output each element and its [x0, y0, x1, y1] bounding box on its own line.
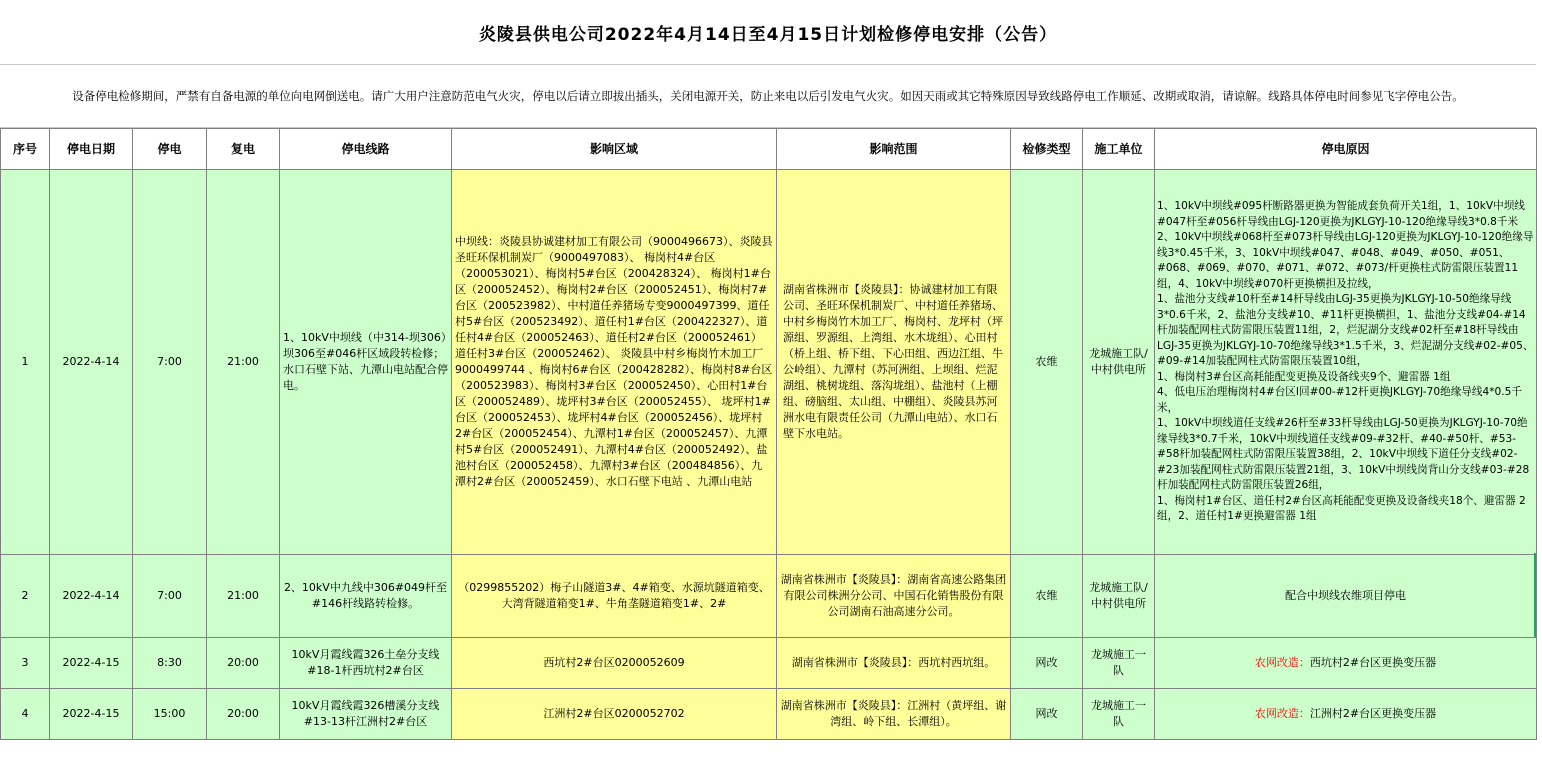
- cell-off[interactable]: 7:00: [133, 170, 207, 555]
- reason-line: 1、盐池分支线#10杆至#14杆导线由LGJ-35更换为JKLGYJ-10-50绝缘导线3*0.6千米，2、盐池分支线#10、#11杆更换横担，1、盐池分支线#04-#14杆加装配网柱式防雷限压装置11组，2，烂泥湖分支线#02杆至#18杆导线由LGJ-35更换为JKLGYJ-10-70绝缘导线3*1.5千米，3、烂泥湖分支线#02-#05、#09-#14加装配网柱式防雷限压装置10组，: [1157, 293, 1534, 368]
- cell-line[interactable]: 2、10kV中九线中306#049杆至#146杆线路转检修。: [280, 555, 452, 638]
- cell-date[interactable]: 2022-4-15: [50, 638, 133, 689]
- reason-line: 1、梅岗村1#台区、道任村2#台区高耗能配变更换及设备线夹18个、避雷器 2组，2、道任村1#更换避雷器 1组: [1157, 494, 1526, 523]
- outage-table: [0, 128, 1537, 740]
- cell-area[interactable]: 西坑村2#台区0200052609: [452, 638, 777, 689]
- reason-line: 2、10kV中坝线#068杆至#073杆导线由LGJ-120更换为JKLGYJ-10-120绝缘导线3*0.45千米，3、10kV中坝线#047、#048、#049、#050、#051、#068、#069、#070、#071、#072、#073/杆更换柱式防雷限压装置11组，4、10kV中坝线#070杆更换横担及拉线，: [1157, 231, 1534, 290]
- cell-date[interactable]: 2022-4-14: [50, 555, 133, 638]
- cell-no[interactable]: 2: [1, 555, 50, 638]
- col-header-reason[interactable]: 停电原因: [1155, 129, 1537, 170]
- table-row: [1, 638, 1537, 689]
- header-row: [1, 129, 1537, 170]
- reason-line: 1、10kV中坝线道任支线#26杆至#33杆导线由LGJ-50更换为JKLGYJ-10-70绝缘导线3*0.7千米，10kV中坝线道任支线#09-#32杆、#40-#50杆、#53-#58杆加装配网柱式防雷限压装置38组，2、10kV中坝线下道任分支线#02-#23加装配网柱式防雷限压装置21组，3、10kV中坝线岗背山分支线#03-#28杆加装配网柱式防雷限压装置26组，: [1157, 417, 1530, 492]
- cell-selection-edge: [1534, 553, 1542, 637]
- cell-area[interactable]: 中坝线：炎陵县协诚建材加工有限公司（9000496673）、炎陵县圣旺环保机制炭厂（9000497083）、 梅岗村4#台区（200053021）、梅岗村5#台区（200428324）、 梅岗村1#台区（200052452）、梅岗村2#台区（200052451）、梅岗村7#台区（200523982）、中村道任养猪场专变9000497399、道任村5#台区（200523492）、道任村1#台区（200422327）、道任村4#台区（200052463）、道任村2#台区（200052461） 道任村3#台区（200052462）、 炎陵县中村乡梅岗竹木加工厂9000499744 、梅岗村6#台区（200428282）、梅岗村8#台区（200523983）、梅岗村3#台区（200052450）、心田村1#台区（200052489）、垅坪村3#台区（200052455）、 垅坪村1#台区（200052453）、垅坪村4#台区（200052456）、垅坪村2#台区（200052454）、九潭村1#台区（200052457）、九潭村5#台区（200052491）、九潭村4#台区（200052492）、盐池村台区（200052458）、九潭村3#台区（200484856）、九潭村2#台区（200052459）、水口石壁下电站 、九潭山电站: [452, 170, 777, 555]
- cell-on[interactable]: 20:00: [207, 689, 280, 740]
- cell-unit[interactable]: 龙城施工一队: [1083, 689, 1155, 740]
- cell-scope[interactable]: 湖南省株洲市【炎陵县】：江洲村（黄坪组、谢湾组、岭下组、长潭组）。: [777, 689, 1011, 740]
- cell-reason[interactable]: [1155, 638, 1537, 689]
- reason-prefix: 农网改造：: [1254, 707, 1310, 720]
- table-row: [1, 555, 1537, 638]
- reason-line: 1、10kV中坝线#095杆断路器更换为智能成套负荷开关1组，1、10kV中坝线#047杆至#056杆导线由LGJ-120更换为JKLGYJ-10-120绝缘导线3*0.8千米: [1157, 200, 1525, 228]
- cell-scope[interactable]: 湖南省株洲市【炎陵县】：协诚建材加工有限公司、圣旺环保机制炭厂、中村道任养猪场、中村乡梅岗竹木加工厂、梅岗村、龙坪村（坪源组、罗源组、上湾组、水木垅组）、心田村（桥上组、桥下组、下心田组、西边江组、牛公岭组）、九潭村（苏河洲组、上坝组、烂泥湖组、桃树垅组、落沟垅组）、盐池村（上棚组、磅脑组、太山组、中棚组）、炎陵县苏河洲水电有限责任公司（九潭山电站）、水口石壁下水电站。: [777, 170, 1011, 555]
- col-header-line[interactable]: 停电线路: [280, 129, 452, 170]
- cell-on[interactable]: 21:00: [207, 170, 280, 555]
- table-row: [1, 689, 1537, 740]
- table-row: [1, 170, 1537, 555]
- reason-line: 1、梅岗村3#台区高耗能配变更换及设备线夹9个、避雷器 1组: [1157, 370, 1451, 383]
- cell-no[interactable]: 1: [1, 170, 50, 555]
- cell-scope[interactable]: 湖南省株洲市【炎陵县】：湖南省高速公路集团有限公司株洲分公司、中国石化销售股份有限公司湖南石油高速分公司。: [777, 555, 1011, 638]
- cell-on[interactable]: 21:00: [207, 555, 280, 638]
- cell-area[interactable]: （0299855202）梅子山隧道3#、4#箱变、水源坑隧道箱变、大湾背隧道箱变1#、牛角垄隧道箱变1#、2#: [452, 555, 777, 638]
- cell-line[interactable]: 10kV月霞线霞326土垒分支线#18-1杆西坑村2#台区: [280, 638, 452, 689]
- reason-text: 西坑村2#台区更换变压器: [1309, 656, 1437, 669]
- cell-unit[interactable]: 龙城施工一队: [1083, 638, 1155, 689]
- cell-unit[interactable]: 龙城施工队/中村供电所: [1083, 555, 1155, 638]
- cell-reason[interactable]: [1155, 555, 1537, 638]
- col-header-no[interactable]: 序号: [1, 129, 50, 170]
- cell-area[interactable]: 江洲村2#台区0200052702: [452, 689, 777, 740]
- cell-date[interactable]: 2022-4-15: [50, 689, 133, 740]
- col-header-scope[interactable]: 影响范围: [777, 129, 1011, 170]
- cell-type[interactable]: 网改: [1011, 689, 1083, 740]
- cell-type[interactable]: 农维: [1011, 555, 1083, 638]
- cell-off[interactable]: 15:00: [133, 689, 207, 740]
- cell-date[interactable]: 2022-4-14: [50, 170, 133, 555]
- reason-prefix: 农网改造：: [1254, 656, 1310, 669]
- col-header-area[interactable]: 影响区域: [452, 129, 777, 170]
- notice-text: 设备停电检修期间，严禁有自备电源的单位向电网倒送电。请广大用户注意防范电气火灾，停电以后请立即拔出插头，关闭电源开关，防止来电以后引发电气火灾。如因天雨或其它特殊原因导致线路停电工作顺延、改期或取消，请谅解。线路具体停电时间参见飞字停电公告。: [0, 65, 1536, 128]
- cell-reason[interactable]: [1155, 689, 1537, 740]
- col-header-type[interactable]: 检修类型: [1011, 129, 1083, 170]
- cell-line[interactable]: 10kV月霞线霞326槽溪分支线#13-13杆江洲村2#台区: [280, 689, 452, 740]
- cell-on[interactable]: 20:00: [207, 638, 280, 689]
- cell-no[interactable]: 3: [1, 638, 50, 689]
- reason-text: 配合中坝线农维项目停电: [1285, 589, 1406, 602]
- reason-text: 江洲村2#台区更换变压器: [1309, 707, 1437, 720]
- col-header-on[interactable]: 复电: [207, 129, 280, 170]
- cell-line[interactable]: 1、10kV中坝线（中314-坝306）坝306至#046杆区域段转检修；水口石壁下站、九潭山电站配合停电。: [280, 170, 452, 555]
- cell-off[interactable]: 8:30: [133, 638, 207, 689]
- cell-no[interactable]: 4: [1, 689, 50, 740]
- page-title: 炎陵县供电公司2022年4月14日至4月15日计划检修停电安排（公告）: [0, 0, 1536, 65]
- cell-scope[interactable]: 湖南省株洲市【炎陵县】：西坑村西坑组。: [777, 638, 1011, 689]
- reason-line: 4、低电压治理梅岗村4#台区I回#00-#12杆更换JKLGYJ-70绝缘导线4*0.5千米，: [1157, 386, 1522, 414]
- col-header-date[interactable]: 停电日期: [50, 129, 133, 170]
- cell-off[interactable]: 7:00: [133, 555, 207, 638]
- col-header-off[interactable]: 停电: [133, 129, 207, 170]
- col-header-unit[interactable]: 施工单位: [1083, 129, 1155, 170]
- cell-reason[interactable]: [1155, 170, 1537, 555]
- cell-unit[interactable]: 龙城施工队/中村供电所: [1083, 170, 1155, 555]
- cell-type[interactable]: 网改: [1011, 638, 1083, 689]
- cell-type[interactable]: 农维: [1011, 170, 1083, 555]
